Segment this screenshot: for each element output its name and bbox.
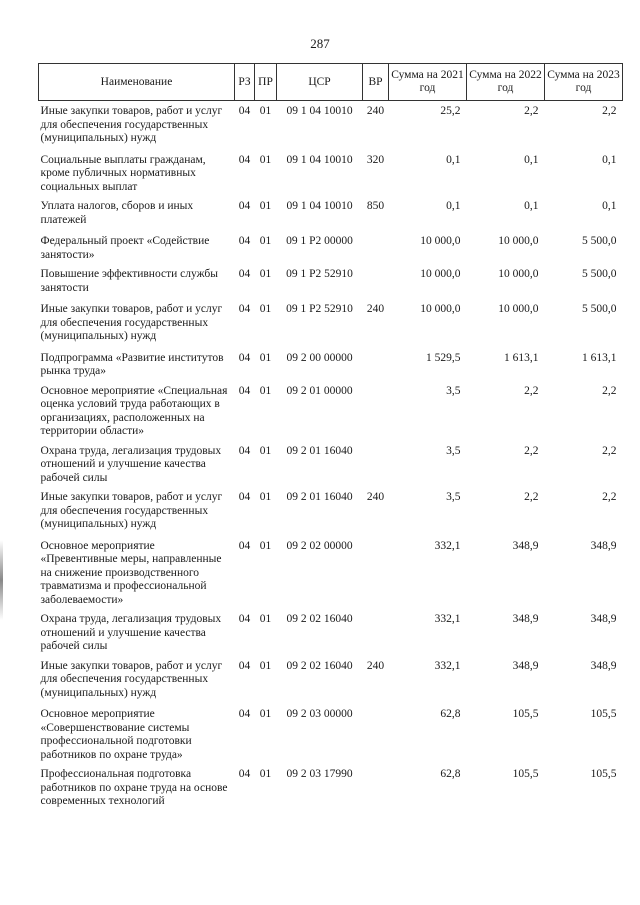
table-row (39, 441, 623, 488)
row-sum-2022: 348,9 (512, 659, 539, 672)
header-vr: ВР (363, 64, 389, 101)
table-row (39, 196, 623, 229)
row-pr: 01 (259, 768, 272, 780)
row-name: Основное мероприятие «Специальная оценка условий труда работающих в организациях, расположенных на территории области» (40, 384, 228, 437)
row-sum-2022: 10 000,0 (498, 235, 539, 247)
row-name: Иные закупки товаров, работ и услуг для обеспечения государственных (муниципальных) нужд (40, 105, 223, 144)
row-sum-2021: 62,8 (440, 768, 461, 780)
row-rz: 04 (238, 708, 251, 720)
row-sum-2023: 5 500,0 (582, 235, 617, 247)
table-body (39, 101, 623, 811)
table-row (39, 487, 623, 534)
header-row (39, 64, 623, 101)
row-sum-2022: 0,1 (524, 200, 539, 212)
row-rz: 04 (238, 200, 251, 212)
row-vr: 320 (366, 153, 385, 166)
row-csr: 09 2 02 00000 (286, 539, 353, 552)
row-sum-2022: 2,2 (524, 105, 539, 117)
row-sum-2021: 10 000,0 (420, 268, 461, 280)
row-csr: 09 1 P2 52910 (286, 268, 353, 280)
row-sum-2023: 105,5 (590, 768, 617, 780)
row-sum-2021: 3,5 (446, 384, 461, 397)
row-rz: 04 (238, 351, 251, 364)
row-name: Уплата налогов, сборов и иных платежей (40, 200, 194, 226)
row-vr (363, 229, 389, 264)
row-sum-2021: 1 529,5 (426, 351, 461, 364)
row-name: Охрана труда, легализация трудовых отношений и улучшение качества рабочей силы (40, 444, 222, 484)
row-pr: 01 (259, 491, 272, 503)
row-rz: 04 (238, 444, 251, 457)
table-row (39, 609, 623, 656)
row-sum-2021: 3,5 (446, 491, 461, 503)
budget-table-container (38, 63, 622, 811)
header-sum-2021: Сумма на 2021 год (389, 64, 467, 101)
row-vr (363, 441, 389, 488)
row-pr: 01 (259, 659, 272, 672)
table-row (39, 656, 623, 703)
row-sum-2023: 2,2 (602, 444, 617, 457)
row-sum-2022: 10 000,0 (498, 268, 539, 280)
page-number: 287 (310, 36, 330, 51)
row-sum-2021: 332,1 (434, 613, 461, 625)
row-name: Профессиональная подготовка работников по охране труда на основе современных технологий (40, 768, 228, 807)
row-sum-2023: 0,1 (602, 153, 617, 166)
row-sum-2023: 5 500,0 (582, 303, 617, 315)
row-vr (363, 702, 389, 764)
row-rz: 04 (238, 105, 251, 117)
row-pr: 01 (259, 200, 272, 212)
row-rz: 04 (238, 613, 251, 625)
row-vr (363, 764, 389, 811)
row-sum-2022: 10 000,0 (498, 303, 539, 315)
row-sum-2022: 2,2 (524, 384, 539, 397)
row-name: Основное мероприятие «Превентивные меры, направленные на снижение производственного травматизма и профессиональной заболеваемости» (40, 539, 222, 606)
row-vr: 240 (366, 303, 385, 315)
row-sum-2022: 105,5 (512, 708, 539, 720)
row-sum-2023: 5 500,0 (582, 268, 617, 280)
row-pr: 01 (259, 105, 272, 117)
budget-table (38, 63, 623, 811)
row-sum-2021: 332,1 (434, 659, 461, 672)
row-rz: 04 (238, 659, 251, 672)
row-rz: 04 (238, 268, 251, 280)
scan-edge-mark (0, 540, 3, 620)
row-vr (363, 381, 389, 441)
row-vr (363, 346, 389, 381)
row-vr: 240 (366, 659, 385, 672)
row-pr: 01 (259, 303, 272, 315)
row-csr: 09 2 03 17990 (286, 768, 353, 780)
row-name: Основное мероприятие «Совершенствование системы профессиональной подготовки работников по охране труда» (40, 708, 192, 761)
row-csr: 09 2 03 00000 (286, 708, 353, 720)
row-sum-2021: 0,1 (446, 200, 461, 212)
row-sum-2022: 0,1 (524, 153, 539, 166)
row-sum-2022: 2,2 (524, 444, 539, 457)
header-name: Наименование (39, 64, 235, 101)
row-sum-2023: 0,1 (602, 200, 617, 212)
header-pr: ПР (255, 64, 277, 101)
row-sum-2021: 25,2 (440, 105, 461, 117)
row-sum-2022: 348,9 (512, 539, 539, 552)
table-row (39, 264, 623, 297)
row-sum-2023: 348,9 (590, 659, 617, 672)
row-pr: 01 (259, 444, 272, 457)
table-row (39, 148, 623, 197)
row-sum-2021: 62,8 (440, 708, 461, 720)
row-pr: 01 (259, 613, 272, 625)
table-row (39, 381, 623, 441)
row-pr: 01 (259, 539, 272, 552)
row-sum-2023: 2,2 (602, 491, 617, 503)
row-csr: 09 2 02 16040 (286, 613, 353, 625)
row-name: Иные закупки товаров, работ и услуг для обеспечения государственных (муниципальных) нужд (40, 491, 223, 530)
row-sum-2023: 105,5 (590, 708, 617, 720)
row-name: Иные закупки товаров, работ и услуг для обеспечения государственных (муниципальных) нужд (40, 659, 223, 699)
row-sum-2021: 10 000,0 (420, 235, 461, 247)
row-rz: 04 (238, 303, 251, 315)
row-sum-2021: 0,1 (446, 153, 461, 166)
row-pr: 01 (259, 235, 272, 247)
row-csr: 09 1 04 10010 (286, 153, 353, 166)
row-pr: 01 (259, 153, 272, 166)
header-sum-2023: Сумма на 2023 год (545, 64, 623, 101)
row-pr: 01 (259, 384, 272, 397)
row-vr (363, 264, 389, 297)
row-sum-2023: 1 613,1 (582, 351, 617, 364)
row-sum-2021: 3,5 (446, 444, 461, 457)
row-sum-2022: 2,2 (524, 491, 539, 503)
row-vr: 850 (366, 200, 385, 212)
row-csr: 09 1 04 10010 (286, 105, 353, 117)
row-csr: 09 1 P2 00000 (286, 235, 353, 247)
row-name: Повышение эффективности службы занятости (40, 268, 218, 294)
row-pr: 01 (259, 351, 272, 364)
table-row (39, 346, 623, 381)
row-sum-2021: 10 000,0 (420, 303, 461, 315)
row-csr: 09 1 P2 52910 (286, 303, 353, 315)
row-name: Социальные выплаты гражданам, кроме публичных нормативных социальных выплат (40, 153, 206, 193)
row-name: Охрана труда, легализация трудовых отношений и улучшение качества рабочей силы (40, 613, 222, 652)
row-csr: 09 2 01 16040 (286, 491, 353, 503)
row-name: Иные закупки товаров, работ и услуг для обеспечения государственных (муниципальных) нужд (40, 303, 223, 342)
row-rz: 04 (238, 384, 251, 397)
table-row (39, 229, 623, 264)
row-sum-2023: 2,2 (602, 384, 617, 397)
row-vr (363, 609, 389, 656)
table-row (39, 297, 623, 346)
table-row (39, 534, 623, 610)
row-rz: 04 (238, 491, 251, 503)
header-csr: ЦСР (277, 64, 363, 101)
row-sum-2022: 105,5 (512, 768, 539, 780)
row-name: Подпрограмма «Развитие институтов рынка труда» (40, 351, 224, 377)
row-sum-2023: 348,9 (590, 613, 617, 625)
row-csr: 09 2 00 00000 (286, 351, 353, 364)
row-pr: 01 (259, 708, 272, 720)
row-sum-2021: 332,1 (434, 539, 461, 552)
row-name: Федеральный проект «Содействие занятости» (40, 235, 210, 261)
row-sum-2023: 348,9 (590, 539, 617, 552)
row-sum-2022: 348,9 (512, 613, 539, 625)
row-pr: 01 (259, 268, 272, 280)
row-rz: 04 (238, 768, 251, 780)
table-row (39, 702, 623, 764)
row-vr (363, 534, 389, 610)
row-sum-2023: 2,2 (602, 105, 617, 117)
row-rz: 04 (238, 235, 251, 247)
table-header (39, 64, 623, 101)
table-row (39, 101, 623, 148)
row-rz: 04 (238, 539, 251, 552)
row-csr: 09 1 04 10010 (286, 200, 353, 212)
row-vr: 240 (366, 105, 385, 117)
header-rz: РЗ (235, 64, 255, 101)
row-vr: 240 (366, 491, 385, 503)
row-sum-2022: 1 613,1 (504, 351, 539, 364)
row-csr: 09 2 01 16040 (286, 444, 353, 457)
row-csr: 09 2 01 00000 (286, 384, 353, 397)
row-csr: 09 2 02 16040 (286, 659, 353, 672)
row-rz: 04 (238, 153, 251, 166)
table-row (39, 764, 623, 811)
header-sum-2022: Сумма на 2022 год (467, 64, 545, 101)
